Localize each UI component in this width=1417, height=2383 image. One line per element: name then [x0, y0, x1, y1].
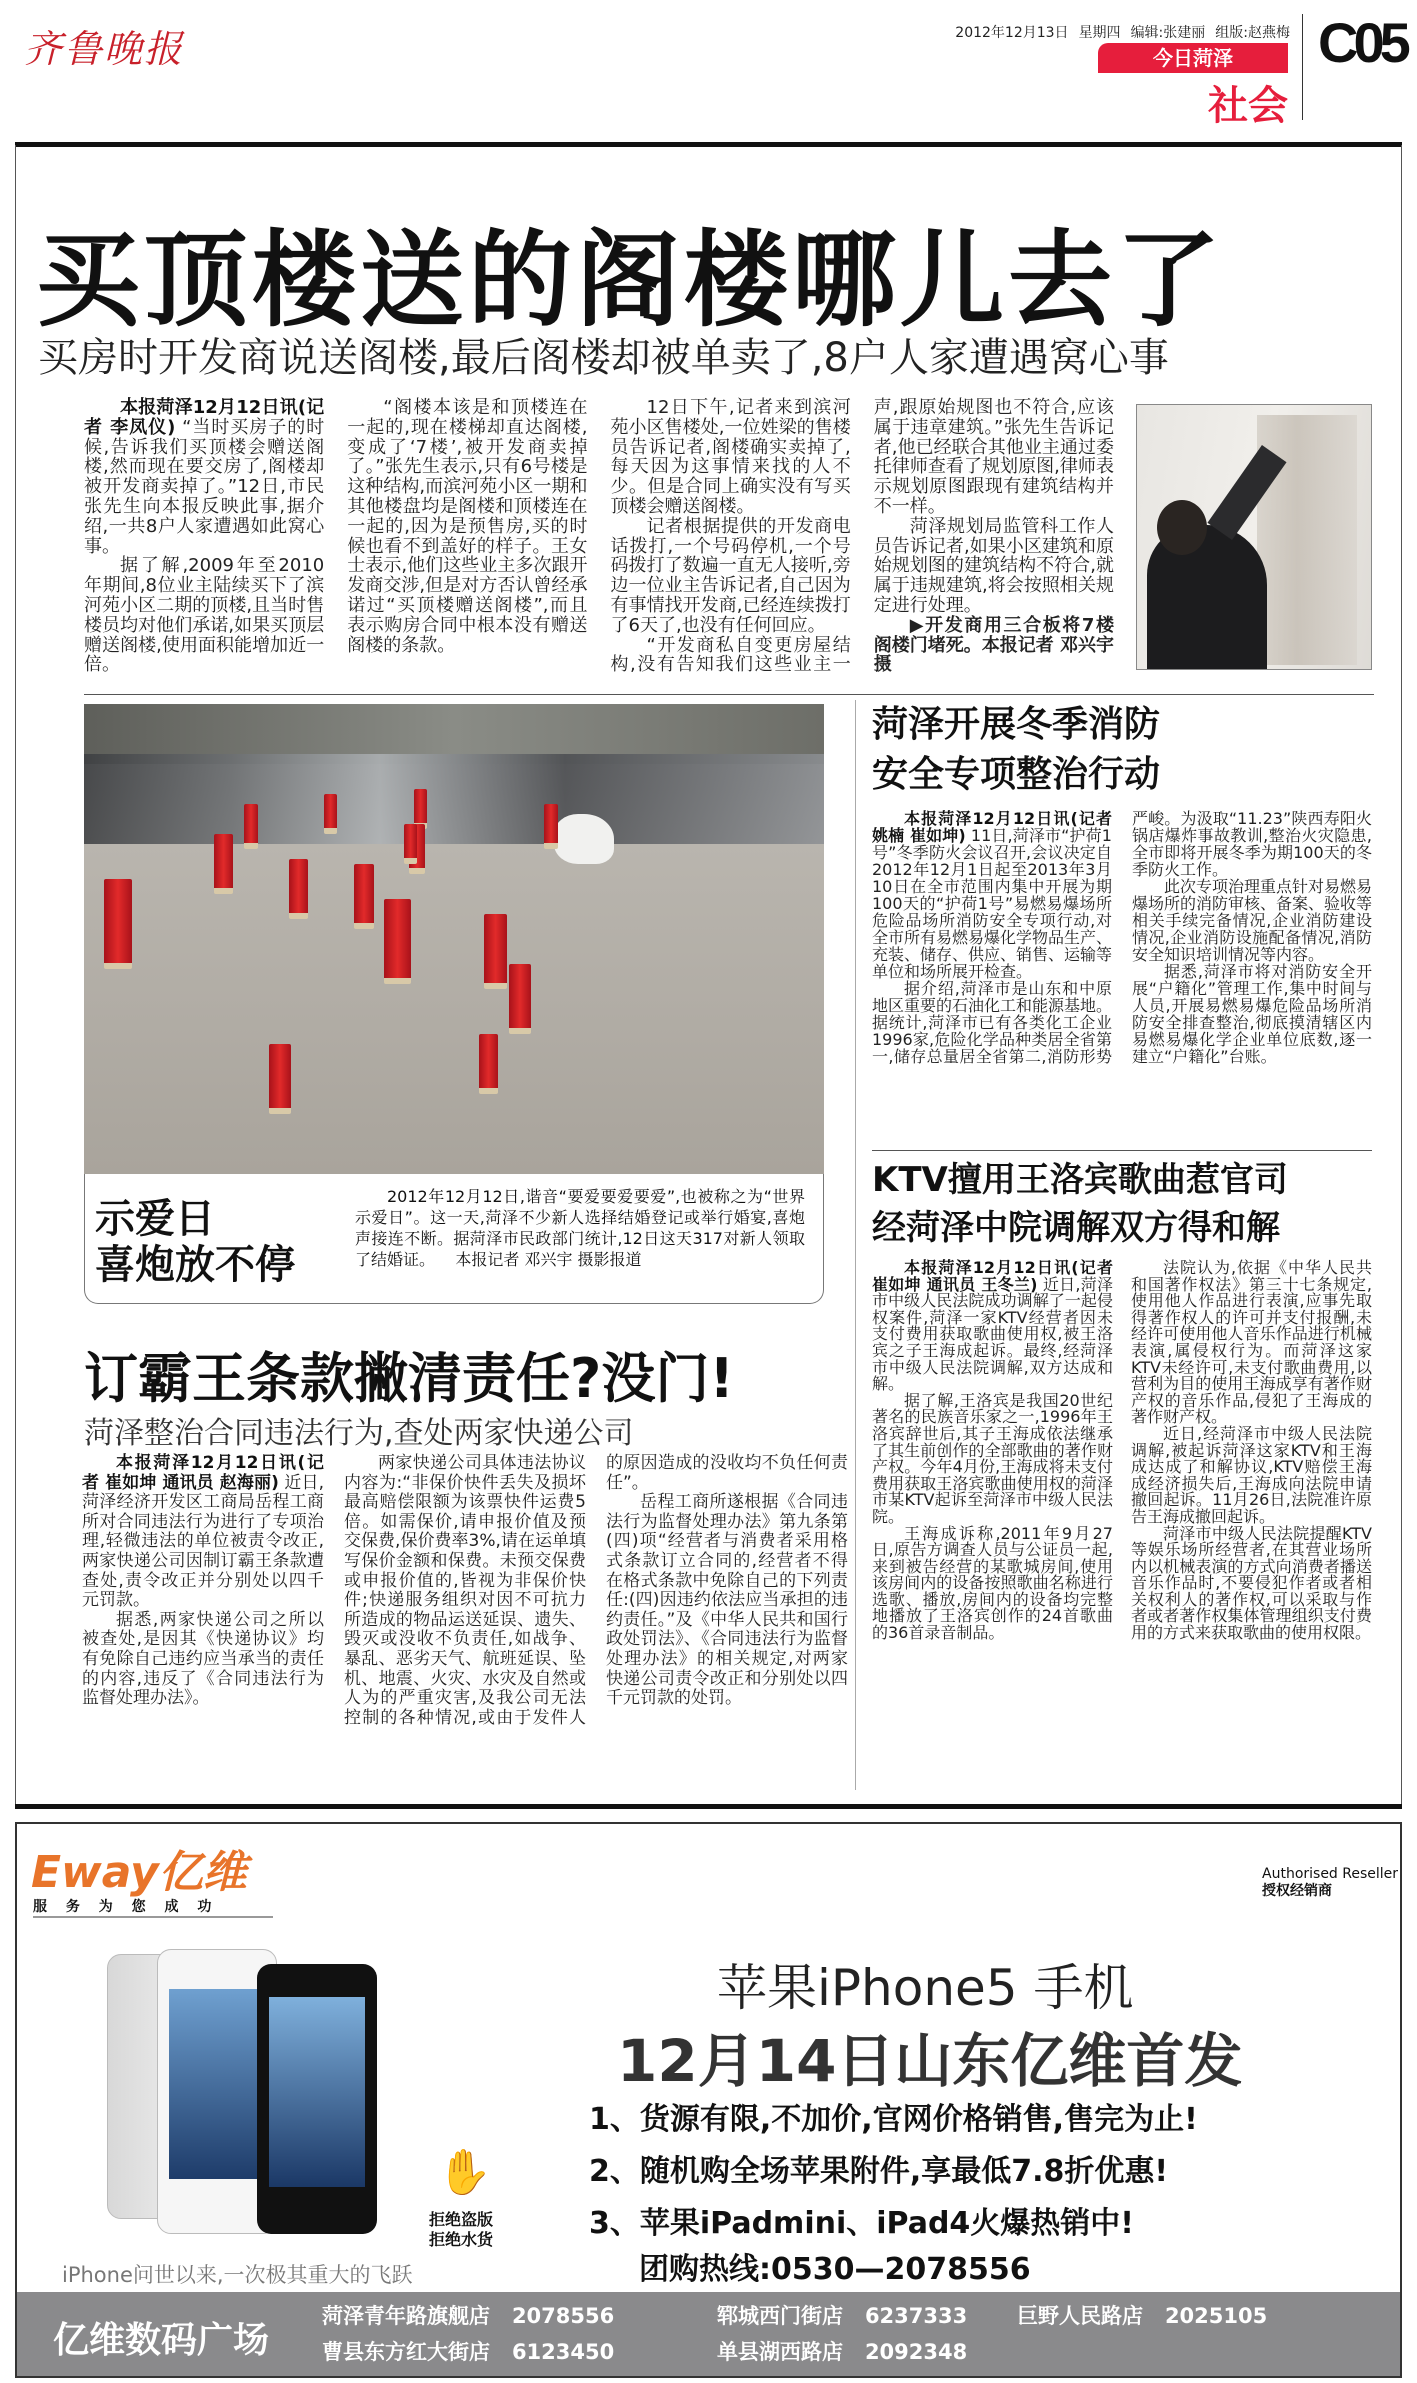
paragraph: 两家快递公司具体违法协议内容为:“非保价快件丢失及损坏最高赔偿限额为该票快件运费5倍。如需保价,请申报价值及预交保费,保价费率3%,请在运单填写保价金额和保费。未预交保费或申报价值的,皆视为非保价快件;快递服务组织对因不可抗力所造成的物品运送延误、遗失、毁灭或没收不负责任,如战争、暴乱、恶劣天气、航班延误、坠机、地震、火灾、水灾及自然或人为的严重灾害,及我公司无法控制的各种情况,或由于发件人的原因造成的没收均不负任何责任”。	[344, 1453, 848, 1728]
paragraph: 据悉,菏泽市将对消防安全开展“户籍化”管理工作,集中时间与人员,开展易燃易爆危险品场所消防安全排查整治,彻底摸清辖区内易燃易爆化学企业单位底数,逐一建立“户籍化”台账。	[1132, 962, 1372, 1066]
byline: 本报菏泽12月12日讯(记者 崔如坤 通讯员 王冬兰)	[872, 1258, 1113, 1294]
ktv-headline-line: KTV擅用王洛宾歌曲惹官司	[872, 1160, 1288, 1200]
eway-logo: Eway亿维	[31, 1847, 247, 1898]
paragraph: 12日下午,记者来到滨河苑小区售楼处,一位姓梁的售楼员告诉记者,阁楼确实卖掉了,每天因为这事情来找的人不少。但是合同上确实没有写买顶楼会赠送阁楼。	[610, 397, 851, 517]
ktv-body	[872, 1260, 1372, 1642]
ad-hotline: 团购热线:0530—2078556	[639, 2252, 1031, 2287]
newspaper-logo: 齐鲁晚报	[24, 27, 185, 71]
paragraph: 据了解,2009年至2010年期间,8位业主陆续买下了滨河苑小区二期的顶楼,且当时售楼员均对他们承诺,如果买顶层赠送阁楼,使用面积能增加近一倍。	[84, 555, 325, 676]
store-footer	[17, 2292, 1400, 2376]
divider	[1302, 14, 1303, 120]
bottom-rule	[15, 1804, 1402, 1809]
ad-bullet: 1、货源有限,不加价,官网价格销售,售完为止!	[589, 2102, 1198, 2137]
store-item	[717, 2336, 967, 2366]
reseller-cn: 授权经销商	[1262, 1883, 1332, 1899]
lead-headline: 买顶楼送的阁楼哪儿去了	[36, 219, 1225, 341]
store-item	[1017, 2300, 1267, 2330]
section-title: 社会	[1208, 83, 1288, 129]
stop-line: 拒绝盗版	[429, 2210, 494, 2229]
paragraph: 此次专项治理重点针对易燃易爆场所的消防审核、备案、验收等相关手续完备情况,企业消防建设情况,企业消防设施配备情况,消防安全知识培训情况等内容。	[1132, 877, 1373, 964]
fire-headline-line: 安全专项整治行动	[872, 754, 1161, 795]
column-divider	[855, 700, 856, 1790]
ad-tagline: 服 务 为 您 成 功	[33, 1896, 273, 1918]
page-number: C05	[1318, 11, 1406, 74]
store-item	[322, 2336, 614, 2366]
lead-subhead: 买房时开发商说送阁楼,最后阁楼却被单卖了,8户人家遭遇窝心事	[38, 335, 1169, 381]
photo-story-title-line: 喜炮放不停	[95, 1242, 295, 1288]
dateline	[945, 22, 1290, 42]
store-list	[17, 2292, 1400, 2376]
byline: 本报菏泽12月12日讯(记者 李凤仪)	[84, 397, 325, 438]
store-phone: 6123450	[511, 2340, 615, 2364]
photo-story-body: 2012年12月12日,谐音“要爱要爱要爱”,也被称之为“世界示爱日”。这一天,菏泽不少新人选择结婚登记或举行婚宴,喜炮声接连不断。据菏泽市民政部门统计,12日这天317对新人领取了结婚证。	[355, 1187, 805, 1269]
section-tag: 今日菏泽	[1098, 43, 1288, 73]
iphone-image	[107, 1949, 407, 2249]
photo-caption: ▶开发商用三合板将7楼阁楼门堵死。本报记者 邓兴宇 摄	[873, 614, 1115, 676]
express-headline: 订霸王条款撇清责任?没门!	[84, 1347, 734, 1410]
photo-credit: 本报记者 邓兴宇 摄影报道	[455, 1250, 642, 1269]
paragraph: “当时买房子的时候,告诉我们买顶楼会赠送阁楼,然而现在要交房了,阁楼却被开发商卖掉了。”12日,市民张先生向本报反映此事,据介绍,一共8户人家遭遇如此窝心事。	[84, 416, 325, 557]
store-name: 郓城西门街店	[717, 2304, 843, 2328]
editor: 编辑:张建丽	[1130, 25, 1206, 41]
paragraph: 法院认为,依据《中华人民共和国著作权法》第三十七条规定,使用他人作品进行表演,应事先取得著作权人的许可并支付报酬,未经许可使用他人音乐作品进行机械表演,属侵权行为。而菏泽这家KTV未经许可,未支付歌曲费用,以营利为目的使用王海成享有著作财产权的音乐作品,侵犯了王海成的著作财产权。	[1131, 1258, 1372, 1427]
paragraph: 据了解,王洛宾是我国20世纪著名的民族音乐家之一,1996年王洛宾辞世后,其子王海成依法继承了其生前创作的全部歌曲的著作财产权。今年4月份,王海成将未支付费用获取王洛宾歌曲使用权的菏泽市某KTV起诉至菏泽市中级人民法院。	[872, 1390, 1113, 1526]
express-body	[82, 1454, 848, 1728]
store-phone: 2025105	[1164, 2304, 1268, 2328]
stop-hand-icon: ✋	[437, 2147, 492, 2198]
anti-piracy-note	[429, 2210, 493, 2250]
ad-bullet: 2、随机购全场苹果附件,享最低7.8折优惠!	[589, 2154, 1169, 2189]
store-name: 巨野人民路店	[1017, 2304, 1143, 2328]
store-brand: 亿维数码广场	[53, 2320, 270, 2361]
weekday: 星期四	[1078, 25, 1121, 41]
ad-headline-2: 12月14日山东亿维首发	[617, 2027, 1243, 2095]
paragraph: 近日,菏泽经济开发区工商局岳程工商所对合同违法行为进行了专项治理,轻微违法的单位被责令改正,两家快递公司因制订霸王条款遭查处,责令改正并分别处以四千元罚款。	[82, 1472, 325, 1611]
store-name: 菏泽青年路旗舰店	[322, 2304, 490, 2328]
ad-bullet: 3、苹果iPadmini、iPad4火爆热销中!	[589, 2206, 1134, 2241]
ktv-headline-line: 经菏泽中院调解双方得和解	[872, 1208, 1280, 1248]
paragraph: 近日,菏泽市中级人民法院成功调解了一起侵权案件,菏泽一家KTV经营者因未支付费用获取歌曲使用权,被王洛宾之子王海成起诉。最终,经菏泽市中级人民法院调解,双方达成和解。	[872, 1274, 1113, 1394]
express-subhead: 菏泽整治合同违法行为,查处两家快递公司	[84, 1416, 634, 1451]
paragraph: 岳程工商所遂根据《合同违法行为监督处理办法》第九条第(四)项“经营者与消费者采用格式条款订立合同的,经营者不得在格式条款中免除自己的下列责任:(四)因违约依法应当承担的违约责任。”及《中华人民共和国行政处罚法》、《合同违法行为监督处理办法》的相关规定,对两家快递公司责令改正和分别处以四千元罚款的处罚。	[606, 1492, 848, 1709]
ad-slogan: iPhone问世以来,一次极其重大的飞跃	[62, 2263, 413, 2287]
iphone-advertisement	[15, 1822, 1402, 2378]
byline: 本报菏泽12月12日讯(记者 姚楠 崔如坤)	[872, 809, 1112, 845]
authorised-reseller	[1262, 1866, 1398, 1900]
store-name: 单县湖西路店	[717, 2340, 843, 2364]
paragraph: 据悉,两家快递公司之所以被查处,是因其《快递协议》均有免除自己违约应当承当的责任的内容,违反了《合同违法行为监督处理办法》。	[82, 1609, 324, 1709]
paragraph: 11日,菏泽市“护荷1号”冬季防火会议召开,会议决定自2012年12月1日起至2013年3月10日在全市范围内集中开展为期100天的“护荷1号”易燃易爆场所危险品场所消防安全专项行动,对全市所有易燃易爆化学物品生产、充装、储存、供应、销售、运输等单位和场所展开检查。	[872, 826, 1113, 981]
store-item	[322, 2300, 614, 2330]
photo-story-text	[355, 1186, 805, 1270]
lead-body	[84, 398, 1114, 675]
photo-story-caption-box	[84, 1174, 824, 1304]
ad-headline-1: 苹果iPhone5 手机	[717, 1959, 1134, 2017]
store-phone: 2078556	[511, 2304, 615, 2328]
store-item	[717, 2300, 967, 2330]
paragraph: 据介绍,菏泽市是山东和中原地区重要的石油化工和能源基地。据统计,菏泽市已有各类化工企业1996家,危险化学品种类居全省第一,储存总量居全省第二,消防形势严峻。为汲取“11.23”陕西寿阳火锅店爆炸事故教训,整治火灾隐患,全市即将开展冬季为期100天的冬季防火工作。	[872, 809, 1372, 1066]
date: 2012年12月13日	[955, 25, 1069, 41]
fire-body	[872, 810, 1372, 1065]
fire-headline	[872, 700, 1160, 800]
firecracker-photo	[84, 704, 824, 1174]
paragraph: 记者根据提供的开发商电话拨打,一个号码停机,一个号码拨打了数遍一直无人接听,旁边一位业主告诉记者,自己因为有事情找开发商,已经连续拨打了6天了,也没有任何回应。	[610, 515, 851, 636]
section-divider	[84, 694, 1374, 695]
section-divider	[872, 1150, 1372, 1151]
photo-story-title-line: 示爱日	[95, 1196, 215, 1242]
paragraph: “阁楼本该是和顶楼连在一起的,现在楼梯却直达阁楼,变成了‘7楼’,被开发商卖掉了。”张先生表示,只有6号楼是这种结构,而滨河苑小区一期和其他楼盘均是阁楼和顶楼连在一起的,因为是预售房,买的时候也看不到盖好的样子。王女士表示,他们这些业主多次跟开发商交涉,但是对方否认曾经承诺过“买顶楼赠送阁楼”,而且表示购房合同中根本没有赠送阁楼的条款。	[347, 397, 588, 656]
reseller-en: Authorised Reseller	[1262, 1866, 1399, 1882]
byline: 本报菏泽12月12日讯(记者 崔如坤 通讯员 赵海丽)	[82, 1453, 324, 1493]
paragraph: 菏泽市中级人民法院提醒KTV等娱乐场所经营者,在其营业场所内以机械表演的方式向消费者播送音乐作品时,不要侵犯作者或者相关权利人的著作权,可以采取与作者或者著作权集体管理组织支付费用的方式来获取歌曲的使用权限。	[1131, 1523, 1372, 1643]
store-name: 曹县东方红大街店	[322, 2340, 490, 2364]
paragraph: “开发商私自变更房屋结构,没有告知我们这些业主一声,跟原始规图也不符合,应该属于违章建筑。”张先生告诉记者,他已经联合其他业主通过委托律师查看了规划原图,律师表示规划原图跟现有建筑结构并不一样。	[610, 397, 1114, 676]
store-phone: 6237333	[864, 2304, 968, 2328]
store-phone: 2092348	[864, 2340, 968, 2364]
layout-editor: 组版:赵燕梅	[1215, 25, 1290, 41]
stop-line: 拒绝水货	[429, 2230, 494, 2249]
attic-door-photo	[1136, 404, 1372, 670]
paragraph: 王海成诉称,2011年9月27日,原告方调查人员与公证员一起,来到被告经营的某歌城房间,使用该房间内的设备按照歌曲名称进行选歌、播放,房间内的设备均完整地播放了王洛宾创作的24首歌曲的36首录音制品。	[872, 1523, 1113, 1643]
fire-headline-line: 菏泽开展冬季消防	[872, 704, 1161, 745]
photo-story-title	[95, 1196, 295, 1288]
ktv-headline	[872, 1156, 1288, 1252]
paragraph: 近日,经菏泽市中级人民法院调解,被起诉菏泽这家KTV和王海成达成了和解协议,KTV赔偿王海成经济损失后,王海成向法院申请撤回起诉。11月26日,法院准许原告王海成撤回起诉。	[1131, 1423, 1372, 1526]
paragraph: 菏泽规划局监管科工作人员告诉记者,如果小区建筑和原始规划图的建筑结构不符合,就属于违规建筑,将会按照相关规定进行处理。	[873, 515, 1114, 616]
